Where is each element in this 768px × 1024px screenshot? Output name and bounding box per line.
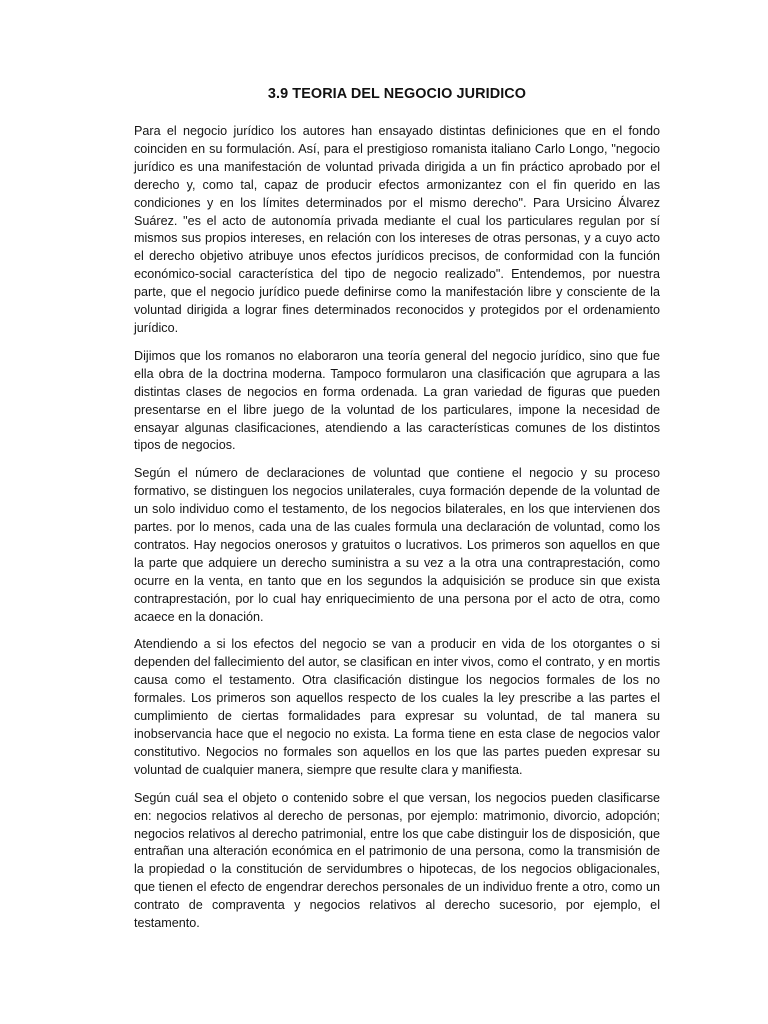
paragraph-unilateral-bilateral: Según el número de declaraciones de voluntad que contiene el negocio y su proceso formativo, se distinguen los negocios unilaterales, cuya formación depende de la voluntad de un solo individuo como el testamento, de los negocios bilaterales, en los que intervienen dos partes. por lo menos, cada una de las cuales formula una declaración de voluntad, como los contratos. Hay negocios onerosos y gratuitos o lucrativos. Los primeros son aquellos en que la parte que adquiere un derecho suministra a su vez a la otra una contraprestación, como ocurre en la venta, en tanto que en los segundos la adquisición se produce sin que exista contraprestación, por lo cual hay enriquecimiento de una persona por el acto de otra, como acaece en la donación. <box>134 466 660 624</box>
paragraph-definition: Para el negocio jurídico los autores han ensayado distintas definiciones que en el fondo coinciden en su formulación. Así, para el prestigioso romanista italiano Carlo Longo, "negocio jurídico es una manifestación de voluntad privada dirigida a un fin práctico aprobado por el derecho y, como tal, capaz de producir efectos armonizantez con el fin querido en las condiciones y en los límites determinados por el mismo derecho". Para Ursicino Álvarez Suárez. "es el acto de autonomía privada mediante el cual los particulares regulan por sí mismos sus propios intereses, en relación con los intereses de otras personas, y a cuyo acto el derecho objetivo atribuye unos efectos jurídicos precisos, de conformidad con la función económico-social característica del tipo de negocio realizado". Entendemos, por nuestra parte, que el negocio jurídico puede definirse como la manifestación libre y consciente de la voluntad dirigida a lograr fines determinados reconocidos y protegidos por el ordenamiento jurídico. <box>134 124 660 335</box>
document-title: 3.9 TEORIA DEL NEGOCIO JURIDICO <box>267 86 527 102</box>
paragraph-object-content: Según cuál sea el objeto o contenido sobre el que versan, los negocios pueden clasificarse en: negocios relativos al derecho de personas, por ejemplo: matrimonio, divorcio, adopción; negocios relativos al derecho patrimonial, entre los que cabe distinguir los de disposición, que entrañan una alteración económica en el patrimonio de una persona, como la transmisión de la propiedad o la constitución de servidumbres o hipotecas, de los negocios obligacionales, que tienen el efecto de engendrar derechos personales de un individuo frente a otro, como un contrato de compraventa y negocios relativos al derecho sucesorio, por ejemplo, el testamento. <box>134 790 660 931</box>
paragraph-classification-intro: Dijimos que los romanos no elaboraron una teoría general del negocio jurídico, sino que fue ella obra de la doctrina moderna. Tampoco formularon una clasificación que agrupara a las distintas clases de negocios en forma ordenada. La gran variedad de figuras que pueden presentarse en el libre juego de la voluntad de los particulares, impone la necesidad de ensayar algunas clasificaciones, atendiendo a las características comunes de los distintos tipos de negocios. <box>134 348 660 453</box>
paragraph-inter-vivos-mortis-causa: Atendiendo a si los efectos del negocio se van a producir en vida de los otorgantes o si dependen del fallecimiento del autor, se clasifican en inter vivos, como el contrato, y en mortis causa como el testamento. Otra clasificación distingue los negocios formales de los no formales. Los primeros son aquellos respecto de los cuales la ley prescribe a las partes el cumplimiento de ciertas formalidades para expresar su voluntad, de tal manera su inobservancia hace que el negocio no exista. La forma tiene en esta clase de negocios valor constitutivo. Negocios no formales son aquellos en los que las partes pueden expresar su voluntad de cualquier manera, siempre que resulte clara y manifiesta. <box>134 637 660 777</box>
